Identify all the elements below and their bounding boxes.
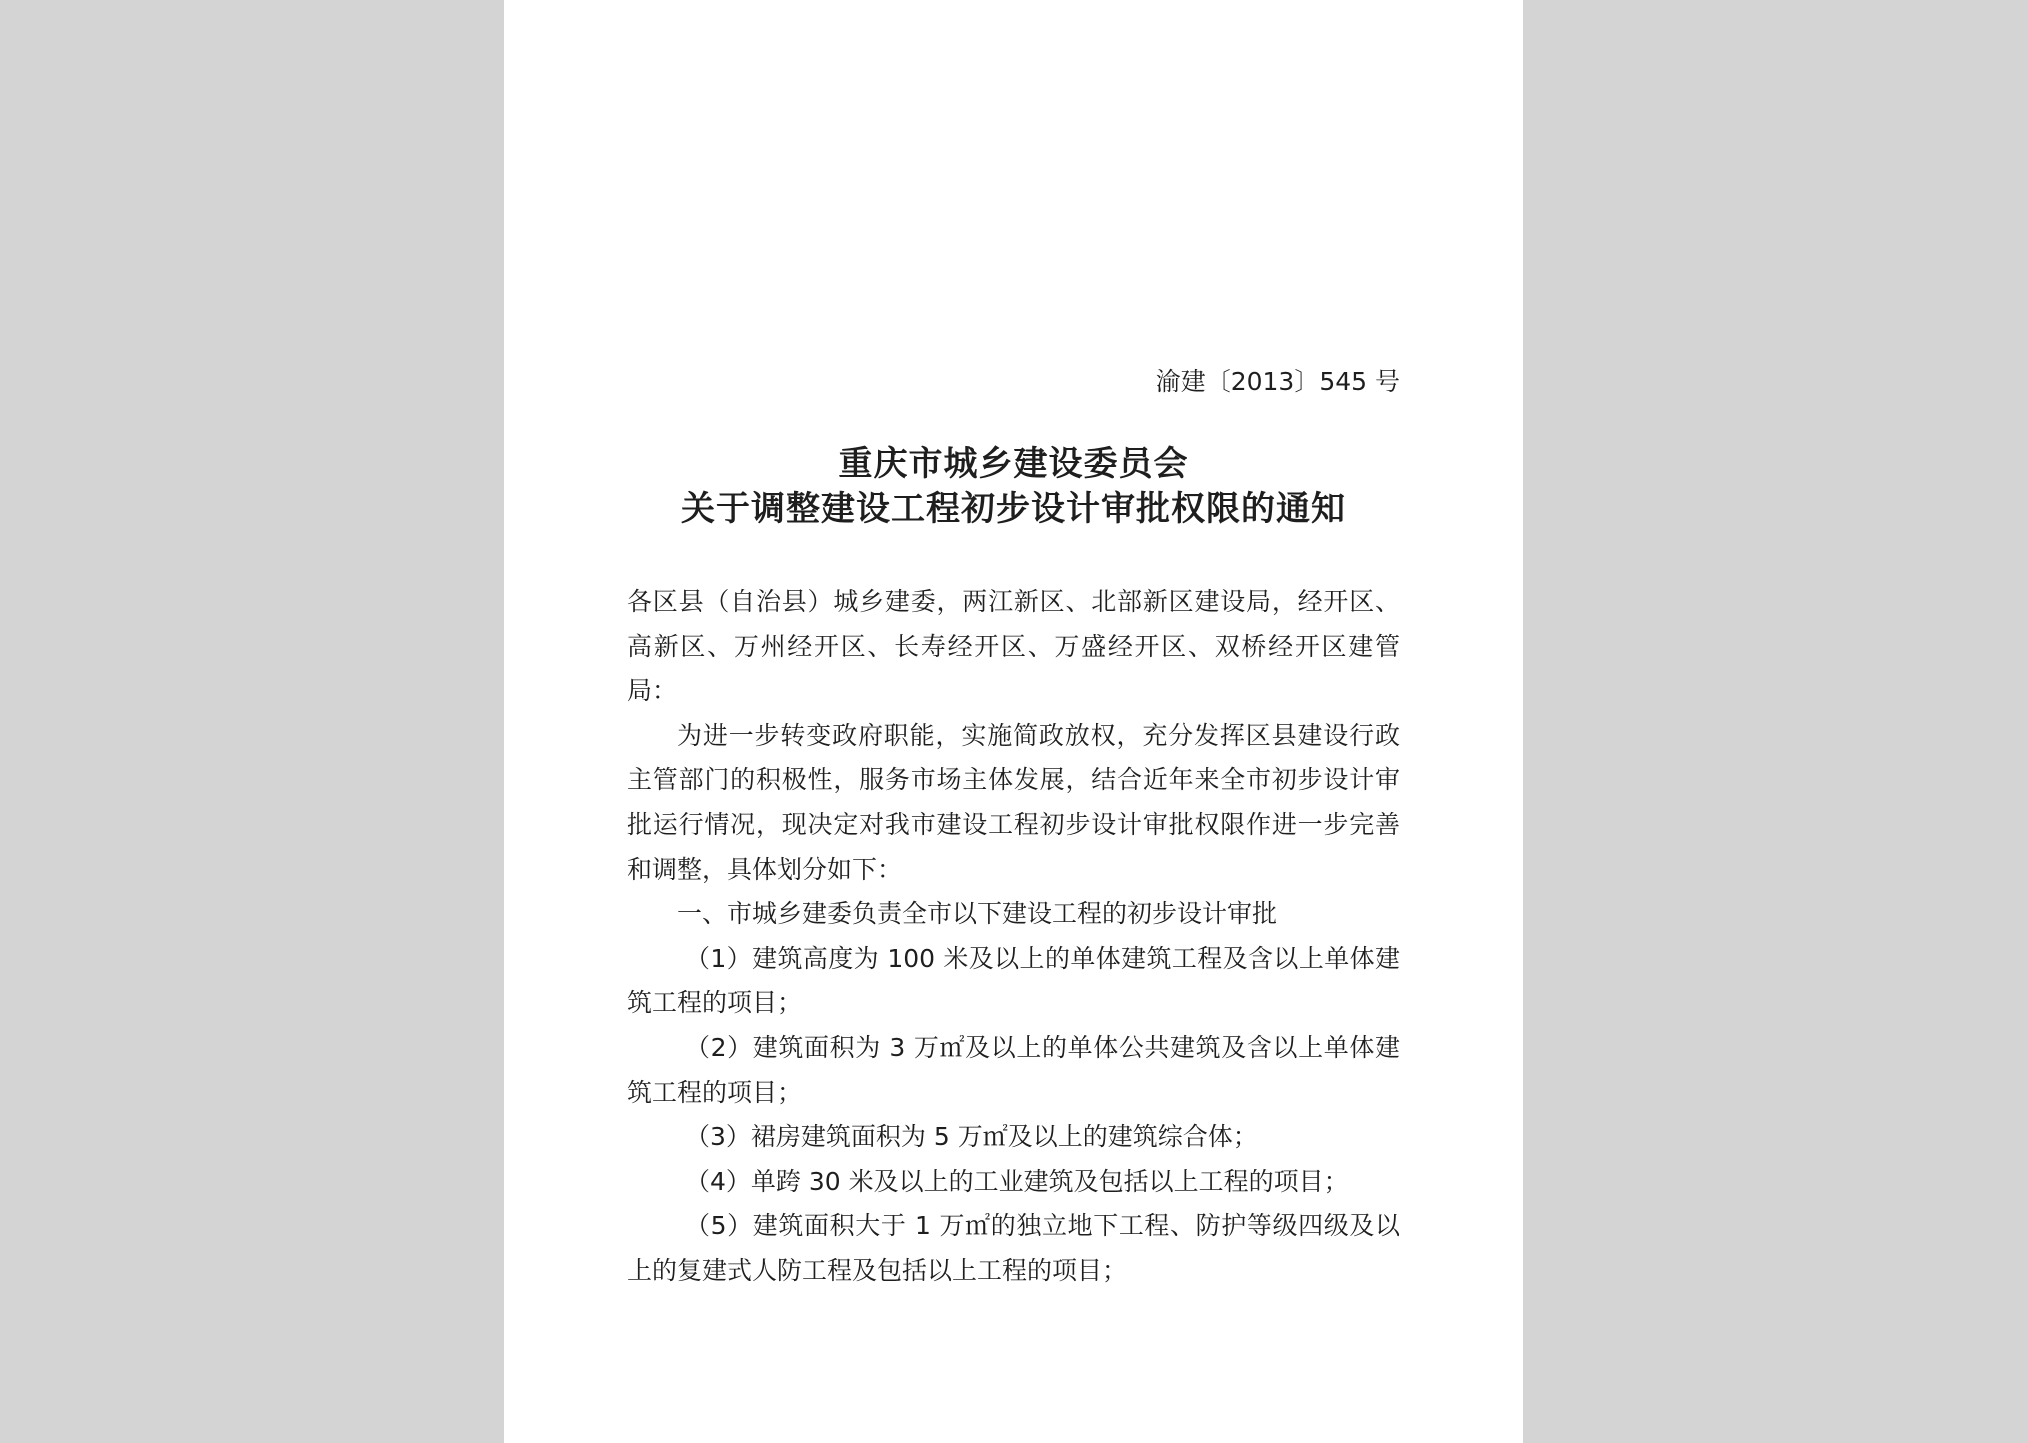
intro-paragraph: 为进一步转变政府职能，实施简政放权，充分发挥区县建设行政主管部门的积极性，服务市场主体发展，结合近年来全市初步设计审批运行情况，现决定对我市建设工程初步设计审批权限作进一步完善和调整，具体划分如下： [627,720,1400,884]
document-number: 渝建〔2013〕545 号 [1155,367,1400,396]
list-item: （5）建筑面积大于 1 万㎡的独立地下工程、防护等级四级及以上的复建式人防工程及包括以上工程的项目； [627,1211,1400,1285]
document-page [504,0,1523,1443]
section-heading: 一、市城乡建委负责全市以下建设工程的初步设计审批 [677,899,1278,929]
list-item: （4）单跨 30 米及以上的工业建筑及包括以上工程的项目； [685,1166,1349,1196]
list-item: （3）裙房建筑面积为 5 万㎡及以上的建筑综合体； [685,1122,1258,1152]
document-body [627,580,1400,1294]
title-line-1: 重庆市城乡建设委员会 [838,444,1189,484]
title-line-2: 关于调整建设工程初步设计审批权限的通知 [681,489,1346,529]
list-item: （2）建筑面积为 3 万㎡及以上的单体公共建筑及含以上单体建筑工程的项目； [627,1032,1400,1107]
addressee-paragraph: 各区县（自治县）城乡建委，两江新区、北部新区建设局，经开区、高新区、万州经开区、长寿经开区、万盛经开区、双桥经开区建管局： [627,587,1400,706]
document-title [504,442,1523,532]
list-item: （1）建筑高度为 100 米及以上的单体建筑工程及含以上单体建筑工程的项目； [627,943,1400,1018]
